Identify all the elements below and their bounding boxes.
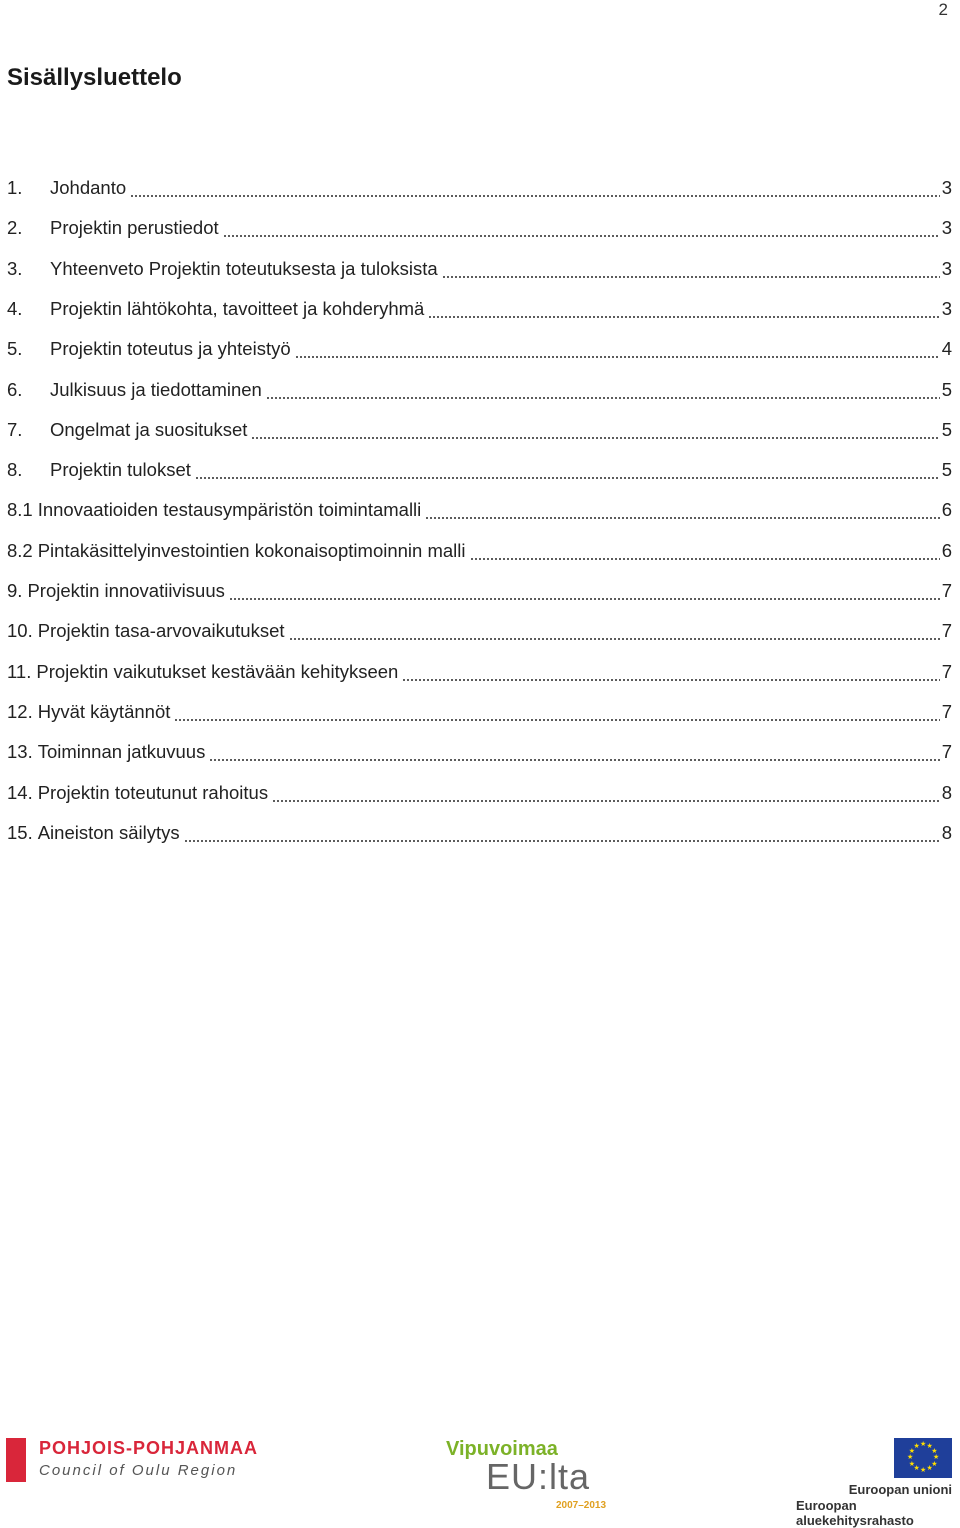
toc-dot-leader (128, 168, 940, 208)
toc-entry-label: Projektin vaikutukset kestävään kehitykseen (36, 660, 399, 682)
eu-logo (796, 1434, 956, 1528)
toc-entry[interactable] (7, 450, 952, 490)
toc-entry-number: 12. (7, 700, 33, 722)
toc-entry-number: 2. (7, 217, 23, 239)
toc-entry-label: Projektin toteutunut rahoitus (37, 781, 269, 803)
toc-entry[interactable] (7, 490, 952, 530)
toc-title: Sisällysluettelo (7, 64, 182, 91)
toc-entry-label: Yhteenveto Projektin toteutuksesta ja tuloksista (50, 257, 438, 279)
toc-entry-page: 3 (941, 297, 952, 319)
eu-star-icon: ★ (908, 1447, 916, 1455)
toc-entry-page: 7 (941, 741, 952, 763)
toc-entry-page: 8 (941, 781, 952, 803)
toc-entry-number: 3. (7, 257, 23, 279)
toc-entry-page: 3 (941, 177, 952, 198)
logo-red-bar (6, 1438, 26, 1482)
toc-entry-page: 5 (941, 459, 952, 481)
toc-dot-leader (249, 410, 939, 450)
toc-entry-number: 6. (7, 378, 23, 400)
toc-entry-number: 13. (7, 741, 33, 763)
toc-entry-number: 8. (7, 459, 23, 481)
toc-dot-leader (264, 370, 940, 410)
logo-pp-subtitle: Council of Oulu Region (39, 1462, 238, 1479)
toc-entry-label: Ongelmat ja suositukset (50, 418, 248, 440)
logo-vip-eu: EU:lta (486, 1456, 591, 1497)
toc-entry-label: Toiminnan jatkuvuus (37, 741, 206, 763)
toc-entry-page: 7 (941, 620, 952, 642)
toc-entry[interactable] (7, 611, 952, 651)
toc-entry-label: Projektin toteutus ja yhteistyö (50, 338, 291, 360)
eu-star-icon: ★ (926, 1442, 933, 1450)
toc-entry-label: Hyvät käytännöt (37, 700, 171, 722)
toc-entry[interactable] (7, 168, 952, 208)
eu-star-icon: ★ (933, 1454, 940, 1461)
toc-entry-number: 8.1 (7, 499, 33, 521)
toc-entry-number: 5. (7, 338, 23, 360)
toc-dot-leader (426, 289, 939, 329)
toc-entry-label: Projektin lähtökohta, tavoitteet ja kohderyhmä (50, 297, 425, 319)
toc-entry[interactable] (7, 813, 952, 853)
toc-entry[interactable] (7, 773, 952, 813)
toc-entry-number: 14. (7, 781, 33, 803)
toc-entry[interactable] (7, 289, 952, 329)
toc-entry[interactable] (7, 329, 952, 369)
toc-dot-leader (207, 732, 939, 772)
eu-fund-label: Euroopan aluekehitysrahasto (796, 1498, 914, 1528)
pohjois-pohjanmaa-logo (6, 1438, 266, 1500)
toc-entry-label: Julkisuus ja tiedottaminen (50, 378, 262, 400)
eu-star-icon: ★ (913, 1465, 920, 1473)
vipuvoimaa-eu-logo (440, 1434, 620, 1518)
eu-star-icon: ★ (931, 1447, 938, 1455)
toc-entry-label: Projektin perustiedot (50, 217, 219, 239)
eu-star-icon: ★ (931, 1460, 938, 1468)
toc-entry-number: 1. (7, 177, 23, 198)
toc-entry[interactable] (7, 208, 952, 248)
eu-star-icon: ★ (913, 1442, 920, 1450)
toc-entry[interactable] (7, 410, 952, 450)
toc-entry-label: Projektin tulokset (50, 459, 191, 481)
toc-dot-leader (400, 652, 939, 692)
page-number: 2 (938, 0, 948, 19)
logo-vip-title: Vipuvoimaa (446, 1438, 558, 1460)
toc-entry-label: Aineiston säilytys (37, 821, 180, 843)
toc-entry-page: 3 (941, 217, 952, 239)
toc-entry[interactable] (7, 370, 952, 410)
toc-entry-page: 6 (941, 499, 952, 521)
eu-star-icon: ★ (920, 1441, 927, 1448)
toc-entry-page: 5 (941, 378, 952, 400)
toc-entry[interactable] (7, 531, 952, 571)
toc-dot-leader (172, 692, 939, 732)
toc-entry-number: 4. (7, 297, 23, 319)
toc-entry-number: 7. (7, 418, 23, 440)
toc-entry-number: 11. (7, 660, 32, 682)
toc-entry-label: Projektin tasa-arvovaikutukset (37, 620, 285, 642)
toc-entry-label: Projektin innovatiivisuus (27, 580, 225, 601)
toc-dot-leader (227, 571, 940, 611)
toc-dot-leader (221, 208, 940, 248)
toc-dot-leader (423, 490, 939, 530)
toc-entry-page: 7 (941, 660, 952, 682)
toc-dot-leader (440, 249, 940, 289)
toc-dot-leader (293, 329, 940, 369)
logo-pp-title: POHJOIS-POHJANMAA (39, 1438, 259, 1458)
toc-entry[interactable] (7, 249, 952, 289)
toc-entry-number: 8.2 (7, 539, 33, 561)
toc-entry-label: Innovaatioiden testausympäristön toimintamalli (37, 499, 422, 521)
toc-entry-number: 9. (7, 580, 23, 601)
toc-entry[interactable] (7, 652, 952, 692)
footer-logos (0, 1420, 960, 1528)
eu-star-icon: ★ (926, 1465, 933, 1473)
eu-star-icon: ★ (908, 1460, 916, 1468)
logo-vip-years: 2007–2013 (556, 1500, 607, 1511)
toc-dot-leader (182, 813, 940, 853)
toc-entry[interactable] (7, 732, 952, 772)
toc-dot-leader (468, 531, 940, 571)
toc-entry-page: 4 (941, 338, 952, 360)
toc-dot-leader (287, 611, 940, 651)
toc-entry-label: Johdanto (50, 177, 127, 198)
toc-entry-number: 10. (7, 620, 33, 642)
toc-dot-leader (270, 773, 940, 813)
toc-entry-page: 8 (941, 821, 952, 843)
toc-entry-page: 6 (941, 539, 952, 561)
toc-entry-page: 7 (941, 580, 952, 601)
toc-entry-page: 3 (941, 257, 952, 279)
toc-entry-number: 15. (7, 821, 33, 843)
toc-dot-leader (193, 450, 940, 490)
eu-star-icon: ★ (920, 1467, 927, 1474)
eu-star-icon: ★ (907, 1454, 914, 1461)
toc-entry[interactable] (7, 692, 952, 732)
eu-flag-icon (894, 1438, 952, 1478)
toc-entry[interactable] (7, 571, 952, 611)
toc-entry-page: 5 (941, 418, 952, 440)
toc-entry-page: 7 (941, 700, 952, 722)
eu-union-label: Euroopan unioni (848, 1482, 952, 1497)
toc-entry-label: Pintakäsittelyinvestointien kokonaisoptimoinnin malli (37, 539, 466, 561)
